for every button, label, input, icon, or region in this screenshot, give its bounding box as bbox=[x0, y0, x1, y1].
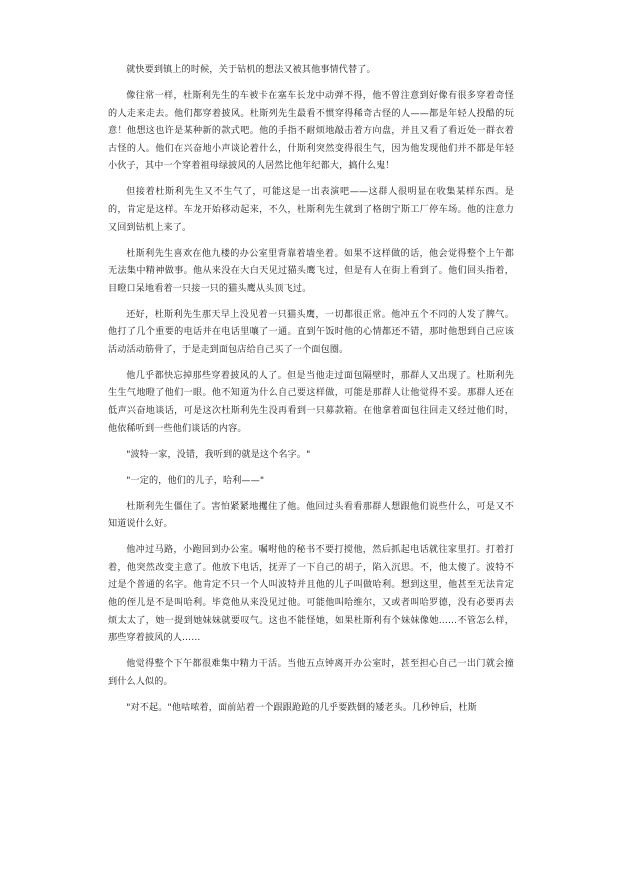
paragraph-quote: "对不起。"他咕哝着，面前站着一个跟跟跄跄的几乎要跌倒的矮老头。几秒钟后，杜斯 bbox=[126, 702, 477, 713]
paragraph: 他几乎都快忘掉那些穿着披风的人了。但是当他走过面包隔壁时，那群人又出现了。杜斯利先生生气地瞪了他们一眼。他不知道为什么自己要这样做，可能是那群人让他觉得不妥。那群人还在低声兴奋地谈话，可是这次杜斯利先生没再看到一只募款箱。在他拿着面包往回走又经过他们时，他依稀听到一些他们谈话的内容。 bbox=[108, 370, 514, 434]
paragraph-quote: "波特一家，没错，我听到的就是这个名字。" bbox=[126, 449, 311, 460]
paragraph: 但接着杜斯利先生又不生气了，可能这是一出表演吧——这群人很明显在收集某样东西。是的，肯定是这样。车龙开始移动起来，不久，杜斯利先生就到了格朗宁斯工厂停车场。他的注意力又回到钻机上来了。 bbox=[108, 187, 514, 233]
paragraph: 像往常一样，杜斯利先生的车被卡在塞车长龙中动弹不得，他不曾注意到好像有很多穿着奇怪的人走来走去。他们都穿着披风。杜斯列先生最看不惯穿得稀奇古怪的人——都是年轻人投酷的玩意！他想这也许是某种新的款式吧。他的手指不耐烦地敲击着方向盘，并且又看了看近处一群衣着古怪的人。他们在兴奋地小声谈论着什么，什斯利突然变得很生气，因为他发现他们并不都是年轻小伙子，其中一个穿着祖母绿披风的人居然比他年纪都大，搞什么鬼！ bbox=[108, 90, 514, 172]
paragraph: 他冲过马路，小跑回到办公室。嘱咐他的秘书不要打搅他，然后抓起电话就往家里打。打着打着，他突然改变主意了。他放下电话，抚弄了一下自己的胡子，陷入沉思。不，他太傻了。波特不过是个普通的名字。他肯定不只一个人叫波特并且他的儿子叫做哈利。想到这里，他甚至无法肯定他的侄儿是不是叫哈利。毕竟他从来没见过他。可能他叫哈维尔，又或者叫哈罗德，没有必要再去烦太太了，她一提到她妹妹就要叹气。这也不能怪她，如果杜斯利有个妹妹像她……不管怎么样，那些穿着披风的人…… bbox=[108, 545, 514, 644]
paragraph: 还好，杜斯利先生那天早上没见着一只猫头鹰，一切都很正常。他冲五个不同的人发了脾气。他打了几个重要的电话并在电话里嚷了一通。直到午饭时他的心情都还不错，那时他想到自己应该活动活动筋骨了，于是走到面包店给自己买了一个面包圈。 bbox=[108, 309, 514, 355]
paragraph: 就快要到镇上的时候，关于钻机的想法又被其他事情代替了。 bbox=[126, 65, 376, 75]
paragraph: 杜斯利先生僵住了。害怕紧紧地攫住了他。他回过头看看那群人想跟他们说些什么，可是又不知道说什么好。 bbox=[108, 501, 514, 530]
paragraph-quote: "一定的，他们的儿子，哈利——" bbox=[126, 475, 265, 486]
paragraph: 他觉得整个下午都很难集中精力干活。当他五点钟离开办公室时，甚至担心自己一出门就会撞到什么人似的。 bbox=[108, 659, 514, 687]
page-body bbox=[108, 62, 514, 726]
paragraph: 杜斯利先生喜欢在他九楼的办公室里背靠着墙坐着。如果不这样做的话，他会觉得整个上午都无法集中精神做事。他从来没在大白天见过猫头鹰飞过，但是有人在街上看到了。他们回头指着，目瞪口呆地看着一只接一只的猫头鹰从头顶飞过。 bbox=[108, 248, 514, 294]
